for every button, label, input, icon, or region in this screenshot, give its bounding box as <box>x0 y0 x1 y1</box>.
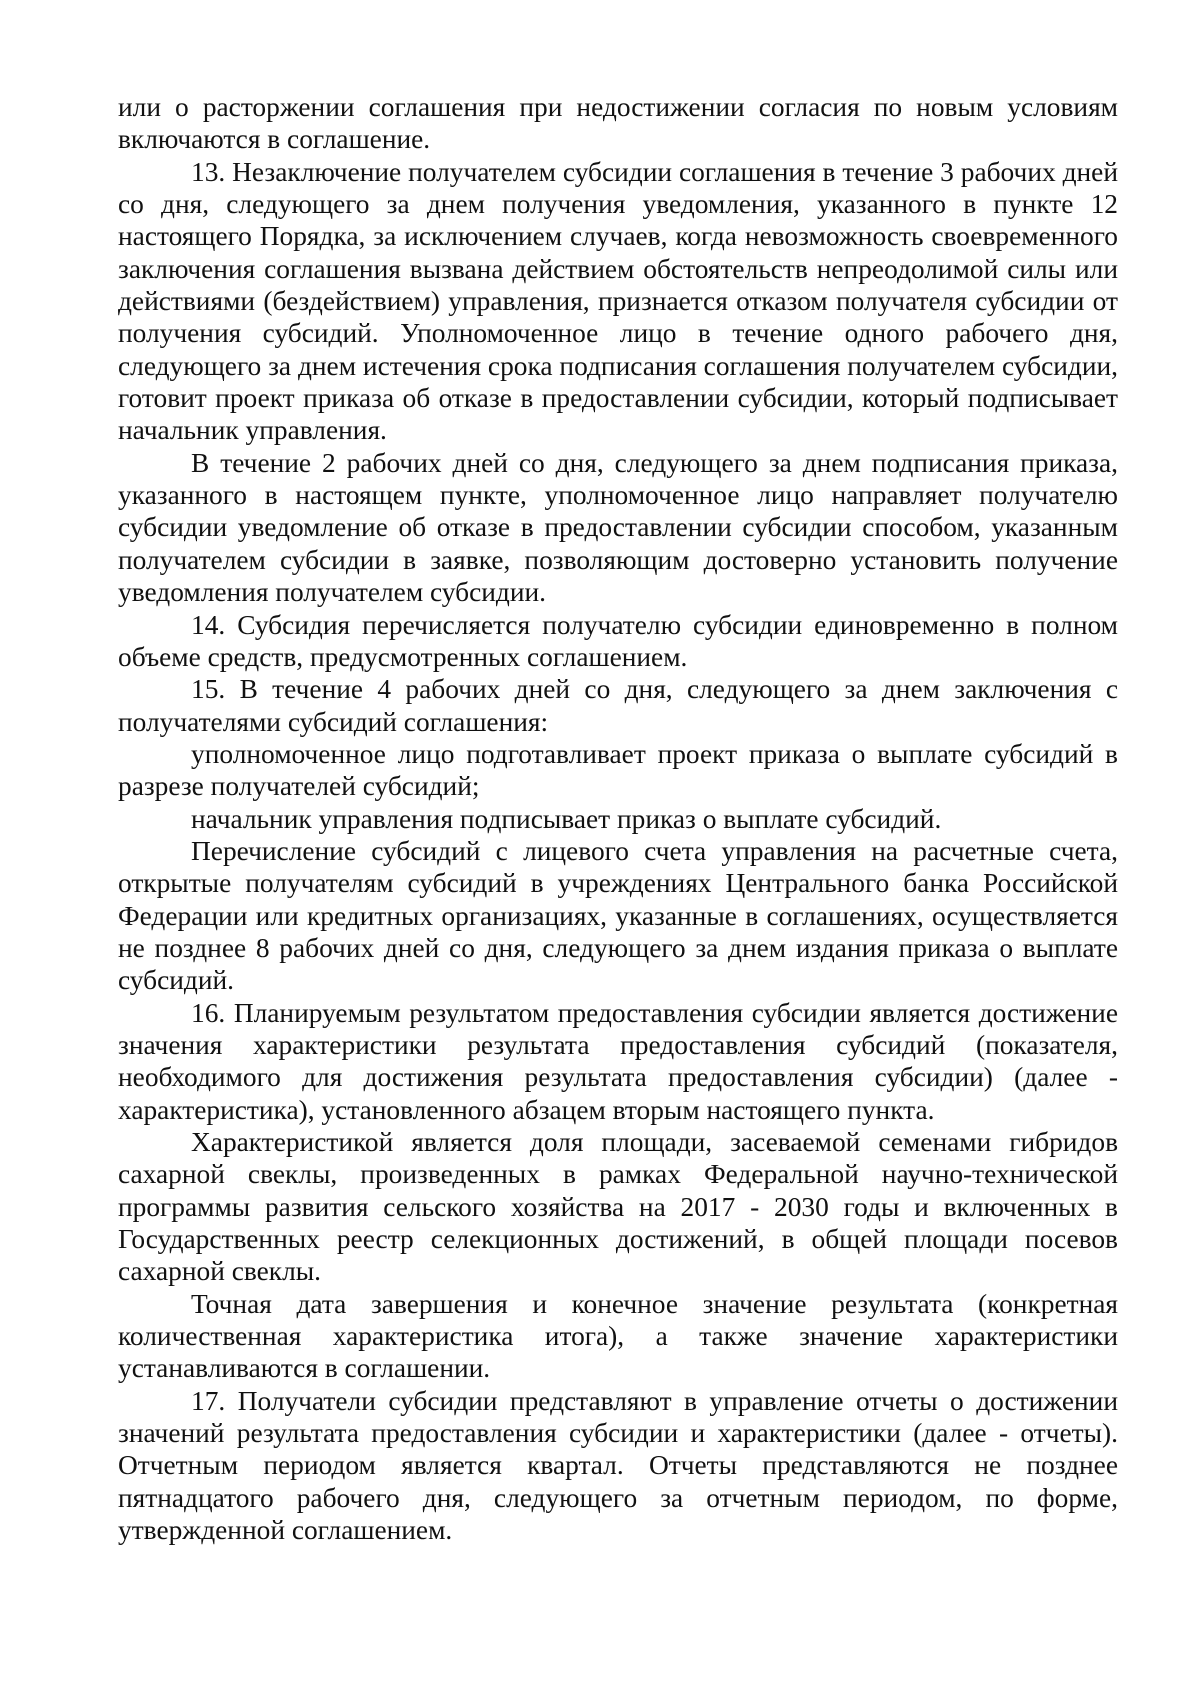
paragraph-item-13: 13. Незаключение получателем субсидии соглашения в течение 3 рабочих дней со дня, следующего за днем получения уведомления, указанного в пункте 12 настоящего Порядка, за исключением случаев, когда невозможность своевременного заключения соглашения вызвана действием обстоятельств непреодолимой силы или действиями (бездействием) управления, признается отказом получателя субсидии от получения субсидий. Уполномоченное лицо в течение одного рабочего дня, следующего за днем истечения срока подписания соглашения получателем субсидии, готовит проект приказа об отказе в предоставлении субсидии, который подписывает начальник управления. <box>118 156 1118 446</box>
paragraph-refusal-notice: В течение 2 рабочих дней со дня, следующего за днем подписания приказа, указанного в настоящем пункте, уполномоченное лицо направляет получателю субсидии уведомление об отказе в предоставлении субсидии способом, указанным получателем субсидии в заявке, позволяющим достоверно установить получение уведомления получателем субсидии. <box>118 447 1118 608</box>
paragraph-item-15: 15. В течение 4 рабочих дней со дня, следующего за днем заключения с получателями субсидий соглашения: <box>118 674 1118 737</box>
paragraph-characteristic: Характеристикой является доля площади, засеваемой семенами гибридов сахарной свеклы, произведенных в рамках Федеральной научно-технической программы развития сельского хозяйства на 2017 - 2030 годы и включенных в Государственных реестр селекционных достижений, в общей площади посевов сахарной свеклы. <box>118 1127 1118 1287</box>
paragraph-continuation: или о расторжении соглашения при недостижении согласия по новым условиям включаются в соглашение. <box>118 92 1118 155</box>
paragraph-item-16: 16. Планируемым результатом предоставления субсидии является достижение значения характеристики результата предоставления субсидий (показателя, необходимого для достижения результата предоставления субсидии) (далее - характеристика), установленного абзацем вторым настоящего пункта. <box>118 997 1118 1125</box>
paragraph-result-date: Точная дата завершения и конечное значение результата (конкретная количественная характеристика итога), а также значение характеристики устанавливаются в соглашении. <box>118 1288 1118 1384</box>
paragraph-item-14: 14. Субсидия перечисляется получателю субсидии единовременно в полном объеме средств, предусмотренных соглашением. <box>118 609 1118 672</box>
paragraph-transfer: Перечисление субсидий с лицевого счета управления на расчетные счета, открытые получателям субсидий в учреждениях Центрального банка Российской Федерации или кредитных организациях, указанные в соглашениях, осуществляется не позднее 8 рабочих дней со дня, следующего за днем издания приказа о выплате субсидий. <box>118 835 1118 996</box>
paragraph-item-15-sub-1: уполномоченное лицо подготавливает проект приказа о выплате субсидий в разрезе получателей субсидий; <box>118 738 1118 802</box>
paragraph-item-17: 17. Получатели субсидии представляют в управление отчеты о достижении значений результата предоставления субсидии и характеристики (далее - отчеты). Отчетным периодом является квартал. Отчеты представляются не позднее пятнадцатого рабочего дня, следующего за отчетным периодом, по форме, утвержденной соглашением. <box>118 1385 1118 1546</box>
document-body <box>118 91 1118 1546</box>
paragraph-item-15-sub-2: начальник управления подписывает приказ о выплате субсидий. <box>191 803 942 834</box>
